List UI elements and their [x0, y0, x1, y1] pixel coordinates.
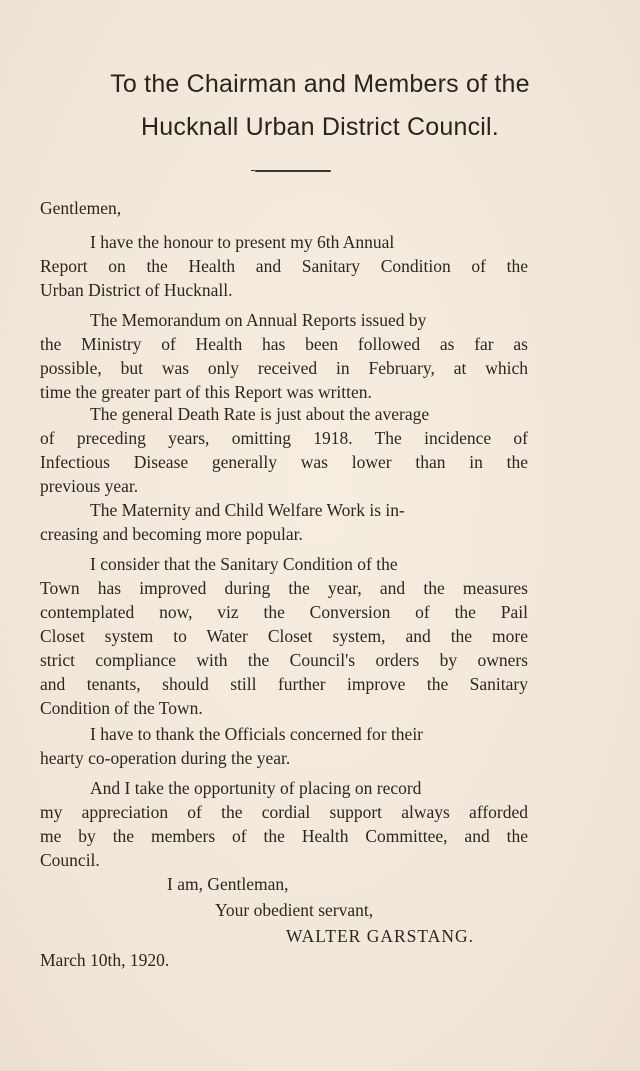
paragraph-line: The Memorandum on Annual Reports issued by — [90, 310, 427, 330]
decorative-rule — [255, 170, 331, 172]
paragraph-line: of preceding years, omitting 1918. The incidence of — [40, 428, 528, 448]
paragraph-line: time the greater part of this Report was written. — [40, 382, 372, 402]
paragraph-line: possible, but was only received in February, at which — [40, 358, 528, 378]
closing-line: Your obedient servant, — [215, 900, 374, 920]
paragraph-line: me by the members of the Health Committee, and the — [40, 826, 528, 846]
paragraph-line: The Maternity and Child Welfare Work is in- — [90, 500, 405, 520]
paragraph-line: the Ministry of Health has been followed as far as — [40, 334, 528, 354]
paragraph-line: creasing and becoming more popular. — [40, 524, 303, 544]
paragraph-line: Condition of the Town. — [40, 698, 203, 718]
paragraph-line: I have to thank the Officials concerned for their — [90, 724, 424, 744]
paragraph-line: Report on the Health and Sanitary Condition of the — [40, 256, 528, 276]
paragraph-line: And I take the opportunity of placing on record — [90, 778, 422, 798]
paragraph-line: Infectious Disease generally was lower than in the — [40, 452, 528, 472]
heading-line-2: Hucknall Urban District Council. — [141, 113, 499, 141]
letter-date: March 10th, 1920. — [40, 950, 170, 970]
paragraph-line: Council. — [40, 850, 100, 870]
paragraph-line: Town has improved during the year, and the measures — [40, 578, 528, 598]
signature: WALTER GARSTANG. — [286, 926, 474, 946]
paragraph-line: Closet system to Water Closet system, and the more — [40, 626, 528, 646]
salutation: Gentlemen, — [40, 198, 122, 218]
paragraph-line: previous year. — [40, 476, 139, 496]
paragraph-line: hearty co-operation during the year. — [40, 748, 291, 768]
heading-line-1: To the Chairman and Members of the — [110, 70, 530, 98]
paragraph-line: I consider that the Sanitary Condition of the — [90, 554, 398, 574]
paragraph-line: and tenants, should still further improve the Sanitary — [40, 674, 528, 694]
paragraph-line: The general Death Rate is just about the average — [90, 404, 430, 424]
paragraph-line: I have the honour to present my 6th Annual — [90, 232, 395, 252]
paragraph-line: strict compliance with the Council's orders by owners — [40, 650, 528, 670]
paragraph-line: contemplated now, viz the Conversion of the Pail — [40, 602, 528, 622]
paragraph-line: my appreciation of the cordial support always afforded — [40, 802, 528, 822]
paragraph-line: Urban District of Hucknall. — [40, 280, 233, 300]
closing-line: I am, Gentleman, — [167, 874, 289, 894]
